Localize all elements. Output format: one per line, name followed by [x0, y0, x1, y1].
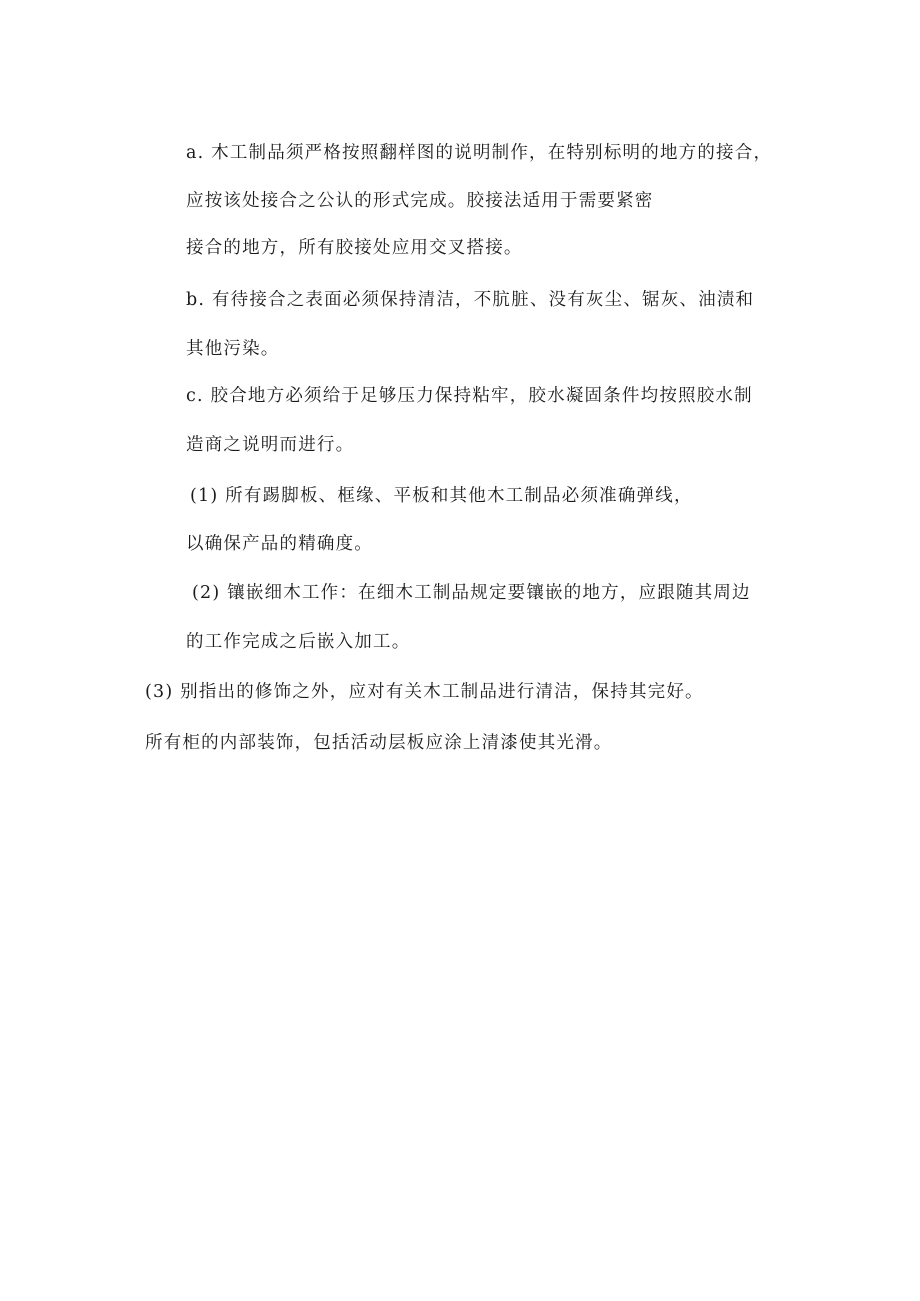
- paragraph-a-line-3: 接合的地方，所有胶接处应用交叉搭接。: [186, 238, 523, 258]
- paragraph-c-line-2: 造商之说明而进行。: [186, 435, 355, 455]
- cabinet-finish-line: 所有柜的内部装饰，包括活动层板应涂上清漆使其光滑。: [145, 733, 613, 753]
- item-2-line-2: 的工作完成之后嵌入加工。: [186, 632, 411, 652]
- item-3-line: (3) 别指出的修饰之外，应对有关木工制品进行清洁，保持其完好。: [145, 682, 704, 702]
- paragraph-c-line-1: c. 胶合地方必须给于足够压力保持粘牢，胶水凝固条件均按照胶水制: [186, 386, 753, 406]
- paragraph-b-line-1: b. 有待接合之表面必须保持清洁，不肮脏、没有灰尘、锯灰、油渍和: [186, 290, 755, 310]
- item-1-line-1: (1) 所有踢脚板、框缘、平板和其他木工制品必须准确弹线，: [190, 486, 693, 506]
- paragraph-a-line-2: 应按该处接合之公认的形式完成。胶接法适用于需要紧密: [186, 191, 654, 211]
- paragraph-a-line-1: a. 木工制品须严格按照翻样图的说明制作，在特别标明的地方的接合，: [186, 143, 773, 163]
- paragraph-b-line-2: 其他污染。: [186, 339, 280, 359]
- item-1-line-2: 以确保产品的精确度。: [186, 534, 373, 554]
- item-2-line-1: (2) 镶嵌细木工作：在细木工制品规定要镶嵌的地方，应跟随其周边: [192, 583, 751, 603]
